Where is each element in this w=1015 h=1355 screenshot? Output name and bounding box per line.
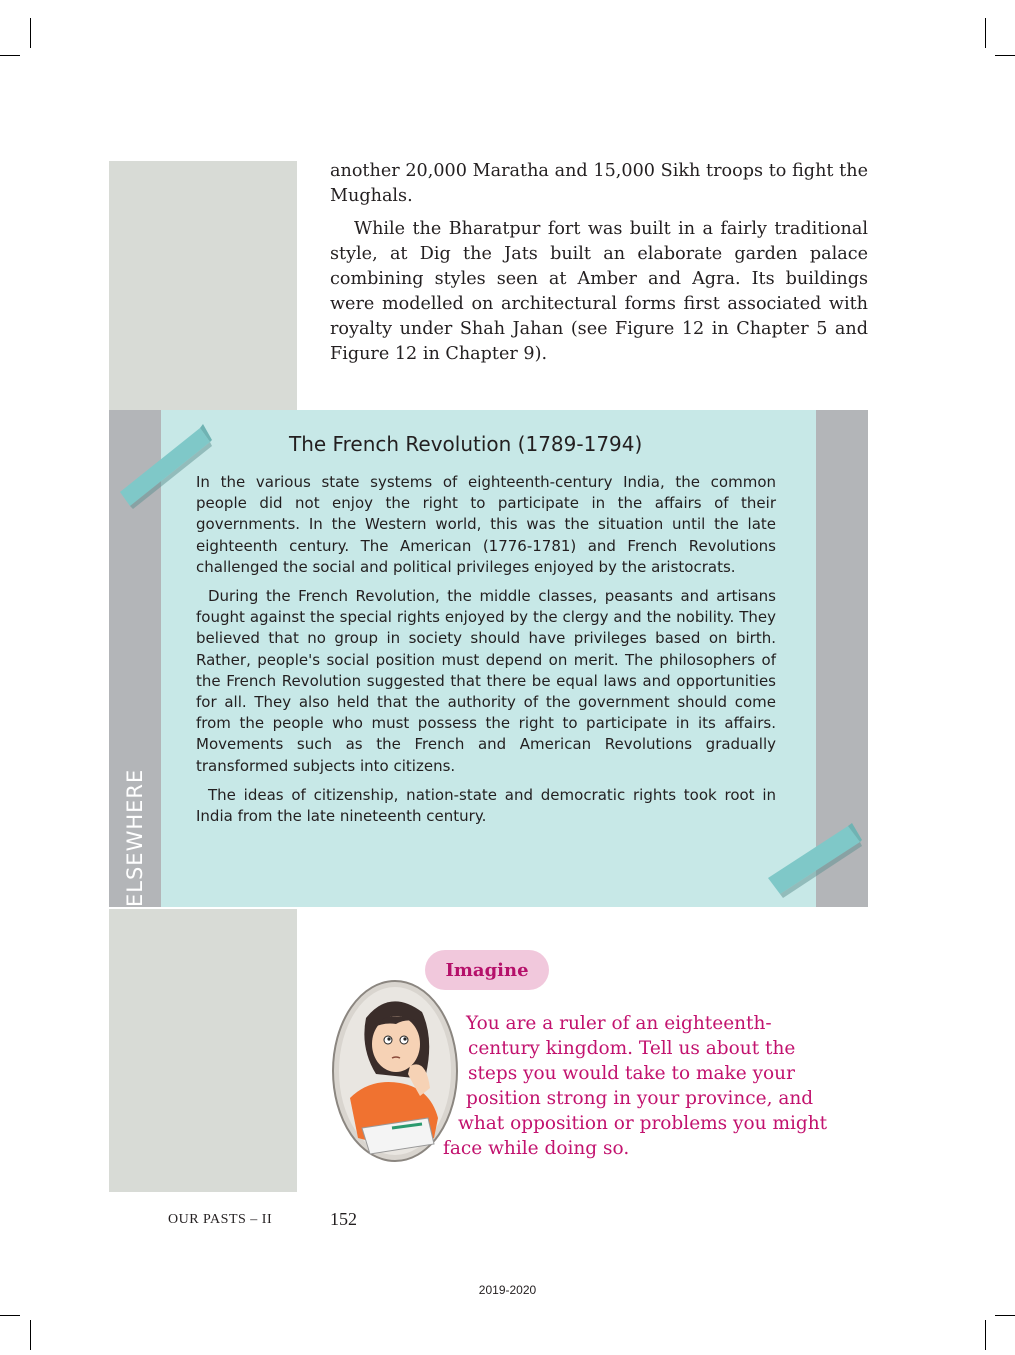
edition-year: 2019-2020 <box>478 1283 537 1297</box>
crop-mark <box>30 18 31 48</box>
box-title: The French Revolution (1789-1794) <box>289 432 643 456</box>
crop-mark <box>0 55 20 56</box>
imagine-line: century kingdom. Tell us about the <box>468 1038 796 1059</box>
imagine-line: what opposition or problems you might <box>458 1113 828 1134</box>
body-text <box>330 159 868 375</box>
page-number: 152 <box>330 1209 357 1229</box>
elsewhere-label-text: ELSEWHERE <box>123 768 147 907</box>
margin-block-bottom <box>109 909 297 1192</box>
tape-decoration-bottom <box>762 818 872 908</box>
imagine-line: steps you would take to make your <box>468 1063 795 1084</box>
imagine-line: position strong in your province, and <box>466 1088 814 1109</box>
imagine-line: face while doing so. <box>443 1138 630 1159</box>
crop-mark <box>985 1320 986 1350</box>
book-title: OUR PASTS – II <box>168 1212 273 1227</box>
crop-mark <box>995 55 1015 56</box>
box-paragraph: In the various state systems of eighteenth-century India, the common people did not enjoy the right to participate in the affairs of their governments. In the Western world, this was the situation until the late eighteenth century. The American (1776-1781) and French Revolutions challenged the social and political privileges enjoyed by the aristocrats. <box>196 473 776 576</box>
crop-mark <box>995 1315 1015 1316</box>
box-paragraph: During the French Revolution, the middle classes, peasants and artisans fought against the special rights enjoyed by the clergy and the nobility. They believed that no group in society should have privileges based on birth. Rather, people's social position must depend on merit. The philosophers of the French Revolution suggested that there be equal laws and opportunities for all. They also held that the authority of the government should come from the people who must possess the right to participate in its affairs. Movements such as the French and American Revolutions gradually transformed subjects into citizens. <box>196 587 776 775</box>
elsewhere-box <box>109 410 868 907</box>
paragraph: another 20,000 Maratha and 15,000 Sikh troops to fight the Mughals. <box>330 161 868 206</box>
box-paragraph: The ideas of citizenship, nation-state and democratic rights took root in India from the late nineteenth century. <box>196 785 776 826</box>
margin-block-top <box>109 161 297 410</box>
thinking-girl-illustration <box>330 978 460 1164</box>
crop-mark <box>0 1315 20 1316</box>
paragraph: While the Bharatpur fort was built in a fairly traditional style, at Dig the Jats built an elaborate garden palace combining styles seen at Amber and Agra. Its buildings were modelled on architectural forms first associated with royalty under Shah Jahan (see Figure 12 in Chapter 5 and Figure 12 in Chapter 9). <box>330 219 868 364</box>
imagine-label: Imagine <box>425 950 549 990</box>
imagine-line: You are a ruler of an eighteenth- <box>466 1013 772 1034</box>
box-text <box>196 472 776 835</box>
crop-mark <box>30 1320 31 1350</box>
crop-mark <box>985 18 986 48</box>
tape-decoration-top <box>108 410 218 510</box>
